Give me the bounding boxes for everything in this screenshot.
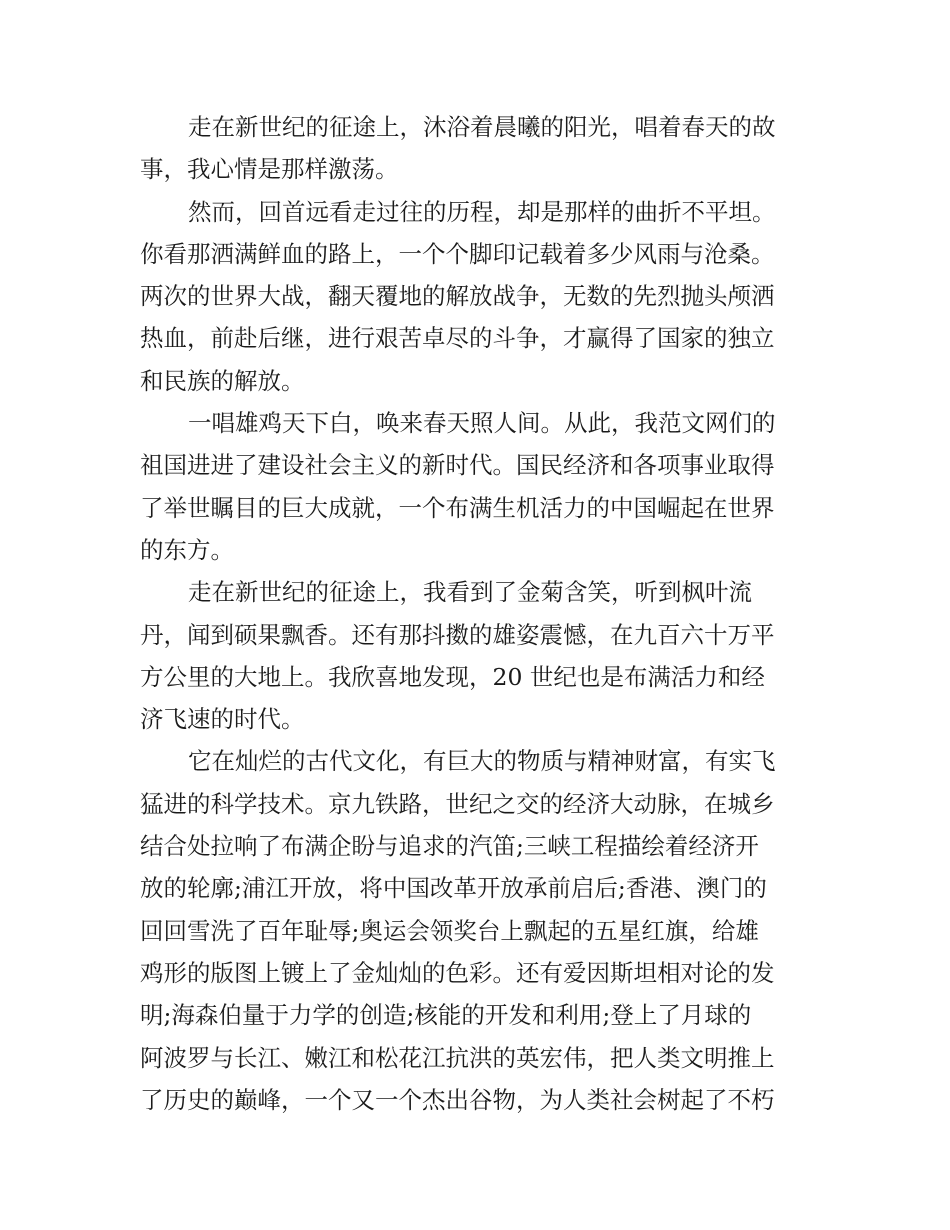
text-line: 放的轮廓;浦江开放，将中国改革开放承前启后;香港、澳门的	[140, 874, 767, 903]
text-line: 热血，前赴后继，进行艰苦卓尽的斗争，才赢得了国家的独立	[140, 324, 775, 353]
text-line: 一唱雄鸡天下白，唤来春天照人间。从此，我范文网们的	[188, 409, 776, 438]
text-line: 鸡形的版图上镀上了金灿灿的色彩。还有爱因斯坦相对论的发	[140, 958, 775, 987]
text-line: 然而，回首远看走过往的历程，却是那样的曲折不平坦。	[188, 197, 776, 226]
text-line: 你看那洒满鲜血的路上，一个个脚印记载着多少风雨与沧桑。	[140, 239, 775, 268]
text-line: 济飞速的时代。	[140, 705, 305, 734]
essay-body	[140, 106, 820, 1121]
text-line: 祖国进进了建设社会主义的新时代。国民经济和各项事业取得	[140, 451, 775, 480]
text-line: 事，我心情是那样激荡。	[140, 155, 399, 184]
text-line: 回回雪洗了百年耻辱;奥运会领奖台上飘起的五星红旗，给雄	[140, 916, 759, 945]
text-line: 结合处拉响了布满企盼与追求的汽笛;三峡工程描绘着经济开	[140, 832, 759, 861]
text-line: 了历史的巅峰，一个又一个杰出谷物，为人类社会树起了不朽	[140, 1085, 775, 1114]
text-line: 和民族的解放。	[140, 366, 305, 395]
text-line: 阿波罗与长江、嫩江和松花江抗洪的英宏伟，把人类文明推上	[140, 1043, 775, 1072]
text-line: 它在灿烂的古代文化，有巨大的物质与精神财富，有实飞	[188, 747, 776, 776]
text-line: 猛进的科学技术。京九铁路，世纪之交的经济大动脉，在城乡	[140, 789, 775, 818]
text-line: 了举世瞩目的巨大成就，一个布满生机活力的中国崛起在世界	[140, 493, 775, 522]
text-line: 方公里的大地上。我欣喜地发现，20 世纪也是布满活力和经	[140, 662, 765, 691]
text-line: 走在新世纪的征途上，沐浴着晨曦的阳光，唱着春天的故	[188, 113, 776, 141]
text-line: 的东方。	[140, 535, 234, 564]
text-line: 明;海森伯量于力学的创造;核能的开发和利用;登上了月球的	[140, 1001, 752, 1030]
text-line: 走在新世纪的征途上，我看到了金菊含笑，听到枫叶流	[188, 578, 752, 607]
text-line: 两次的世界大战，翻天覆地的解放战争，无数的先烈抛头颅洒	[140, 282, 775, 311]
text-line: 丹，闻到硕果飘香。还有那抖擞的雄姿震憾，在九百六十万平	[140, 620, 775, 649]
